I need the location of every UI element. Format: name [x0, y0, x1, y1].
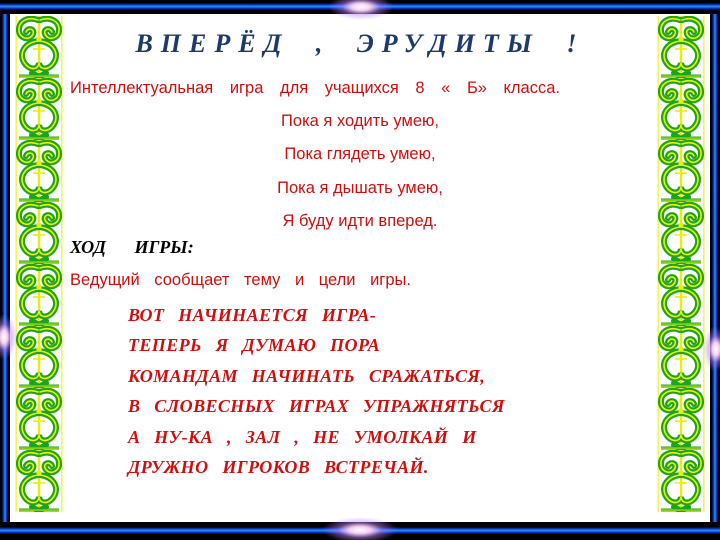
- section-intro: Ведущий сообщает тему и цели игры.: [70, 271, 411, 289]
- poem-line: Пока глядеть умею,: [284, 145, 436, 164]
- frame-left-blue-line: [2, 0, 8, 540]
- subtitle: Интеллектуальная игра для учащихся 8 « Б» класса.: [70, 79, 560, 97]
- slide-title: ВПЕРЁД , ЭРУДИТЫ !: [135, 29, 585, 58]
- verse-line: ВОТ НАЧИНАЕТСЯ ИГРА-: [128, 305, 377, 325]
- poem-block: [63, 105, 657, 239]
- verse-line: В СЛОВЕСНЫХ ИГРАХ УПРАЖНЯТЬСЯ: [128, 396, 505, 417]
- section-heading: ХОД ИГРЫ:: [70, 237, 194, 257]
- ornament-border-left: [15, 16, 63, 512]
- frame-right-blue-line: [712, 0, 718, 540]
- frame-right-edge: [710, 0, 720, 540]
- frame-bottom-blue-line: [0, 527, 720, 534]
- verse-line: ТЕПЕРЬ Я ДУМАЮ ПОРА: [128, 335, 381, 356]
- poem-line: Пока я ходить умею,: [281, 112, 439, 130]
- verse-line: ДРУЖНО ИГРОКОВ ВСТРЕЧАЙ.: [128, 456, 429, 477]
- frame-left-edge: [0, 0, 10, 540]
- frame-top-blue-line: [0, 3, 720, 10]
- ornament-border-right: [657, 16, 705, 512]
- poem-line: Пока я дышать умею,: [277, 178, 443, 197]
- verse-line: КОМАНДАМ НАЧИНАТЬ СРАЖАТЬСЯ,: [128, 365, 486, 386]
- frame-bottom-bar: [0, 522, 720, 540]
- verse-block: [128, 300, 505, 482]
- verse-line: А НУ-КА , ЗАЛ , НЕ УМОЛКАЙ И: [128, 426, 477, 447]
- poem-line: Я буду идти вперед.: [282, 212, 438, 231]
- frame-top-bar: [0, 0, 720, 14]
